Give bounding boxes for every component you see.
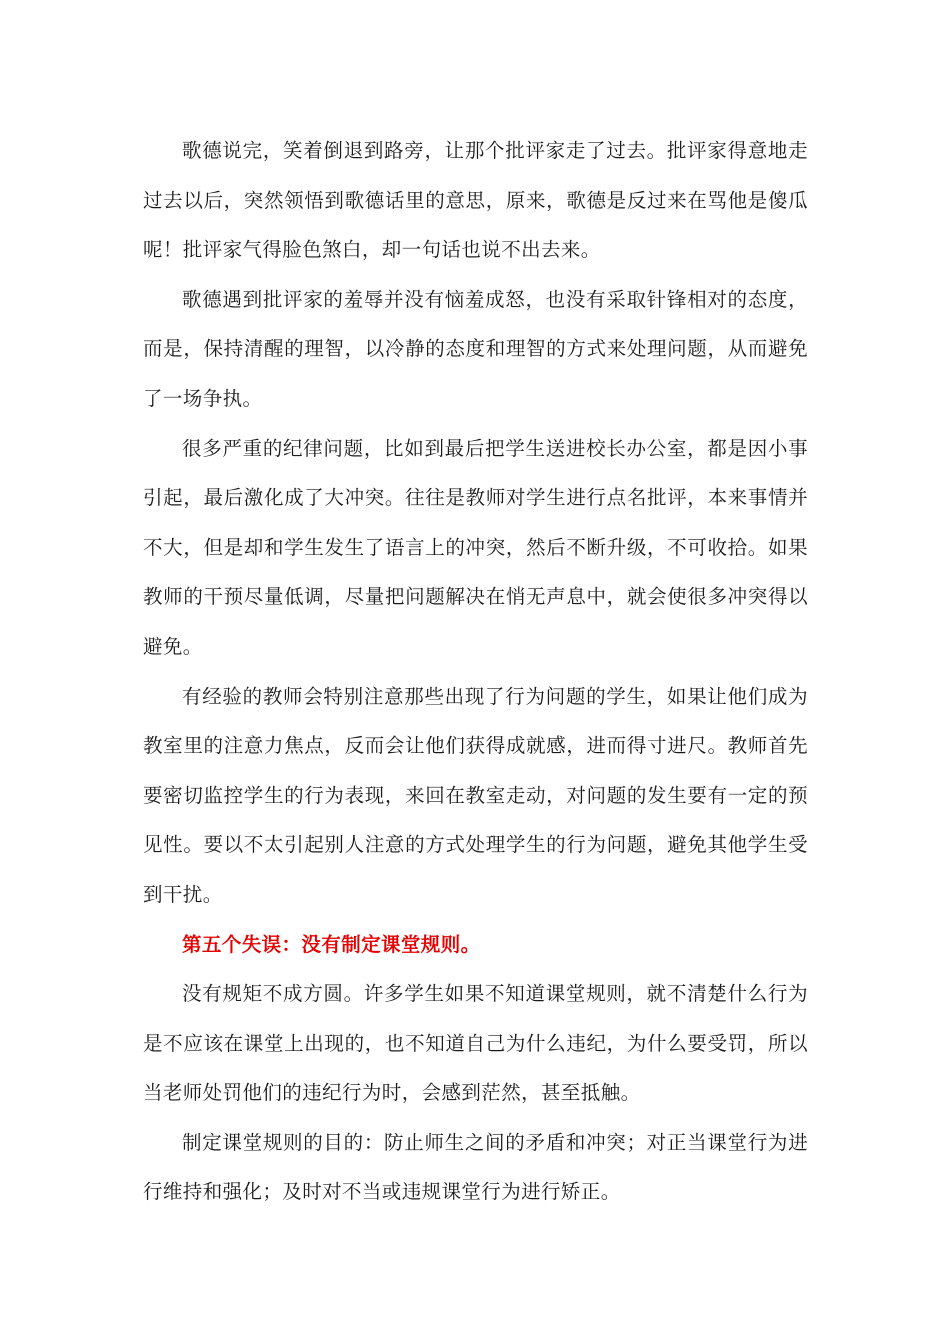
paragraph-goethe-walks-aside: 歌德说完，笑着倒退到路旁，让那个批评家走了过去。批评家得意地走过去以后，突然领悟到歌德话里的意思，原来，歌德是反过来在骂他是傻瓜呢！批评家气得脸色煞白，却一句话也说不出去来。 xyxy=(143,139,808,262)
paragraph-no-rules: 没有规矩不成方圆。许多学生如果不知道课堂规则，就不清楚什么行为是不应该在课堂上出现的，也不知道自己为什么违纪，为什么要受罚，所以当老师处罚他们的违纪行为时，会感到茫然，甚至抵触。 xyxy=(143,982,808,1105)
paragraph-discipline-escalation: 很多严重的纪律问题，比如到最后把学生送进校长办公室，都是因小事引起，最后激化成了大冲突。往往是教师对学生进行点名批评，本来事情并不大，但是却和学生发生了语言上的冲突，然后不断升级，不可收拾。如果教师的干预尽量低调，尽量把问题解决在悄无声息中，就会使很多冲突得以避免。 xyxy=(143,436,808,658)
paragraph-goethe-calm-response: 歌德遇到批评家的羞辱并没有恼羞成怒，也没有采取针锋相对的态度，而是，保持清醒的理智，以冷静的态度和理智的方式来处理问题，从而避免了一场争执。 xyxy=(143,287,808,410)
section-heading-fifth-mistake: 第五个失误：没有制定课堂规则。 xyxy=(182,932,481,956)
paragraph-experienced-teachers: 有经验的教师会特别注意那些出现了行为问题的学生，如果让他们成为教室里的注意力焦点，反而会让他们获得成就感，进而得寸进尺。教师首先要密切监控学生的行为表现，来回在教室走动，对问题的发生要有一定的预见性。要以不太引起别人注意的方式处理学生的行为问题，避免其他学生受到干扰。 xyxy=(143,684,808,906)
document-body xyxy=(143,126,808,1217)
paragraph-rules-purpose: 制定课堂规则的目的：防止师生之间的矛盾和冲突；对正当课堂行为进行维持和强化；及时对不当或违规课堂行为进行矫正。 xyxy=(143,1130,808,1204)
